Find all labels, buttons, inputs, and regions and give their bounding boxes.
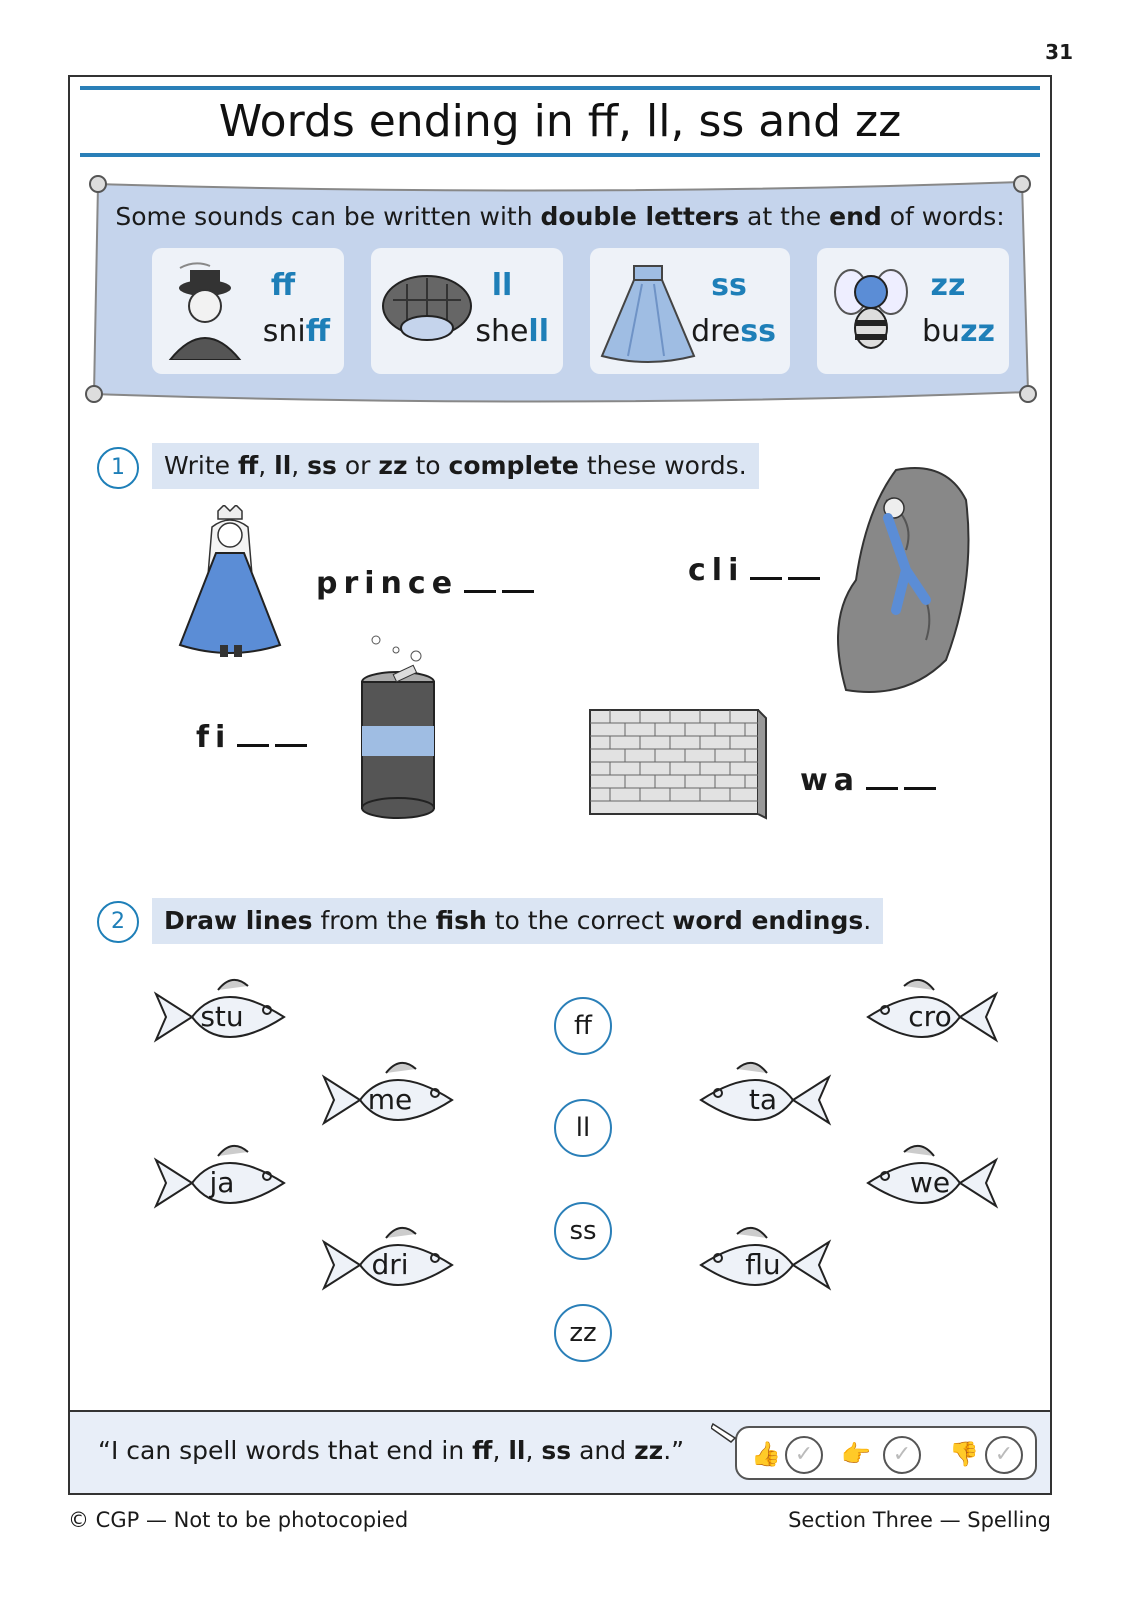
- ending-label-ll: ll: [491, 268, 513, 303]
- fish-dri[interactable]: dri: [320, 1220, 460, 1310]
- rating-thumbs-down-checkbox[interactable]: ✓: [985, 1436, 1023, 1474]
- title-rule-bottom: [80, 153, 1040, 157]
- rating-thumbs-up-checkbox[interactable]: ✓: [785, 1436, 823, 1474]
- fish-cro[interactable]: cro: [860, 972, 1000, 1062]
- fizzy-can-icon: [356, 630, 440, 822]
- fish-ja[interactable]: ja: [152, 1138, 292, 1228]
- section-label: Section Three — Spelling: [788, 1508, 1051, 1532]
- ending-label-zz: zz: [930, 268, 966, 303]
- ending-ff[interactable]: ff: [554, 997, 612, 1055]
- fish-flu[interactable]: flu: [693, 1220, 833, 1310]
- word-wa: wa: [800, 763, 936, 798]
- blank-2[interactable]: [275, 722, 307, 747]
- copyright: © CGP — Not to be photocopied: [68, 1508, 409, 1532]
- example-word-shell: shell: [475, 314, 549, 349]
- ending-label-ss: ss: [711, 268, 747, 303]
- word-cli: cli: [688, 553, 820, 588]
- example-card-zz: [817, 248, 1009, 374]
- question-1-instruction: Write ff, ll, ss or zz to complete these words.: [152, 443, 759, 489]
- fish-ta[interactable]: ta: [693, 1055, 833, 1145]
- example-word-dress: dress: [691, 314, 776, 349]
- blank-1[interactable]: [464, 568, 496, 593]
- fish-me[interactable]: me: [320, 1055, 460, 1145]
- question-1-number: 1: [97, 447, 139, 489]
- thumbs-sideways-icon: 👉: [841, 1440, 871, 1468]
- ending-ll[interactable]: ll: [554, 1099, 612, 1157]
- word-fi: fi: [196, 720, 307, 755]
- cliff-climber-icon: [826, 460, 976, 700]
- fish-we[interactable]: we: [860, 1138, 1000, 1228]
- dress-icon: [598, 260, 698, 364]
- blank-2[interactable]: [788, 555, 820, 580]
- title-rule-top: [80, 86, 1040, 90]
- rating-box: [735, 1426, 1037, 1480]
- question-2-instruction: Draw lines from the fish to the correct word endings.: [152, 898, 883, 944]
- example-card-ll: [371, 248, 563, 374]
- example-word-sniff: sniff: [262, 314, 330, 349]
- thumbs-down-icon: 👎: [949, 1440, 979, 1468]
- blank-1[interactable]: [866, 765, 898, 790]
- thumbs-up-icon: 👍: [751, 1440, 781, 1468]
- blank-2[interactable]: [904, 765, 936, 790]
- page-title: Words ending in ff, ll, ss and zz: [218, 96, 902, 147]
- blank-1[interactable]: [750, 555, 782, 580]
- princess-icon: [170, 505, 290, 665]
- blank-1[interactable]: [237, 722, 269, 747]
- bee-icon: [825, 258, 915, 364]
- fish-stu[interactable]: stu: [152, 972, 292, 1062]
- page-number: 31: [1045, 40, 1073, 64]
- question-2-number: 2: [97, 901, 139, 943]
- word-prince: prince: [316, 566, 534, 601]
- example-card-ss: [590, 248, 790, 374]
- rating-thumbs-sideways-checkbox[interactable]: ✓: [883, 1436, 921, 1474]
- pencil-icon: [711, 1420, 741, 1444]
- sniffing-man-icon: [160, 260, 250, 360]
- ending-zz[interactable]: zz: [554, 1304, 612, 1362]
- example-word-buzz: buzz: [922, 314, 995, 349]
- example-card-ff: [152, 248, 344, 374]
- blank-2[interactable]: [502, 568, 534, 593]
- self-assessment-statement: “I can spell words that end in ff, ll, ss and zz.”: [98, 1436, 685, 1465]
- ending-ss[interactable]: ss: [554, 1202, 612, 1260]
- brick-wall-icon: [588, 708, 768, 820]
- intro-text: Some sounds can be written with double letters at the end of words:: [115, 202, 1005, 231]
- ending-label-ff: ff: [270, 268, 296, 303]
